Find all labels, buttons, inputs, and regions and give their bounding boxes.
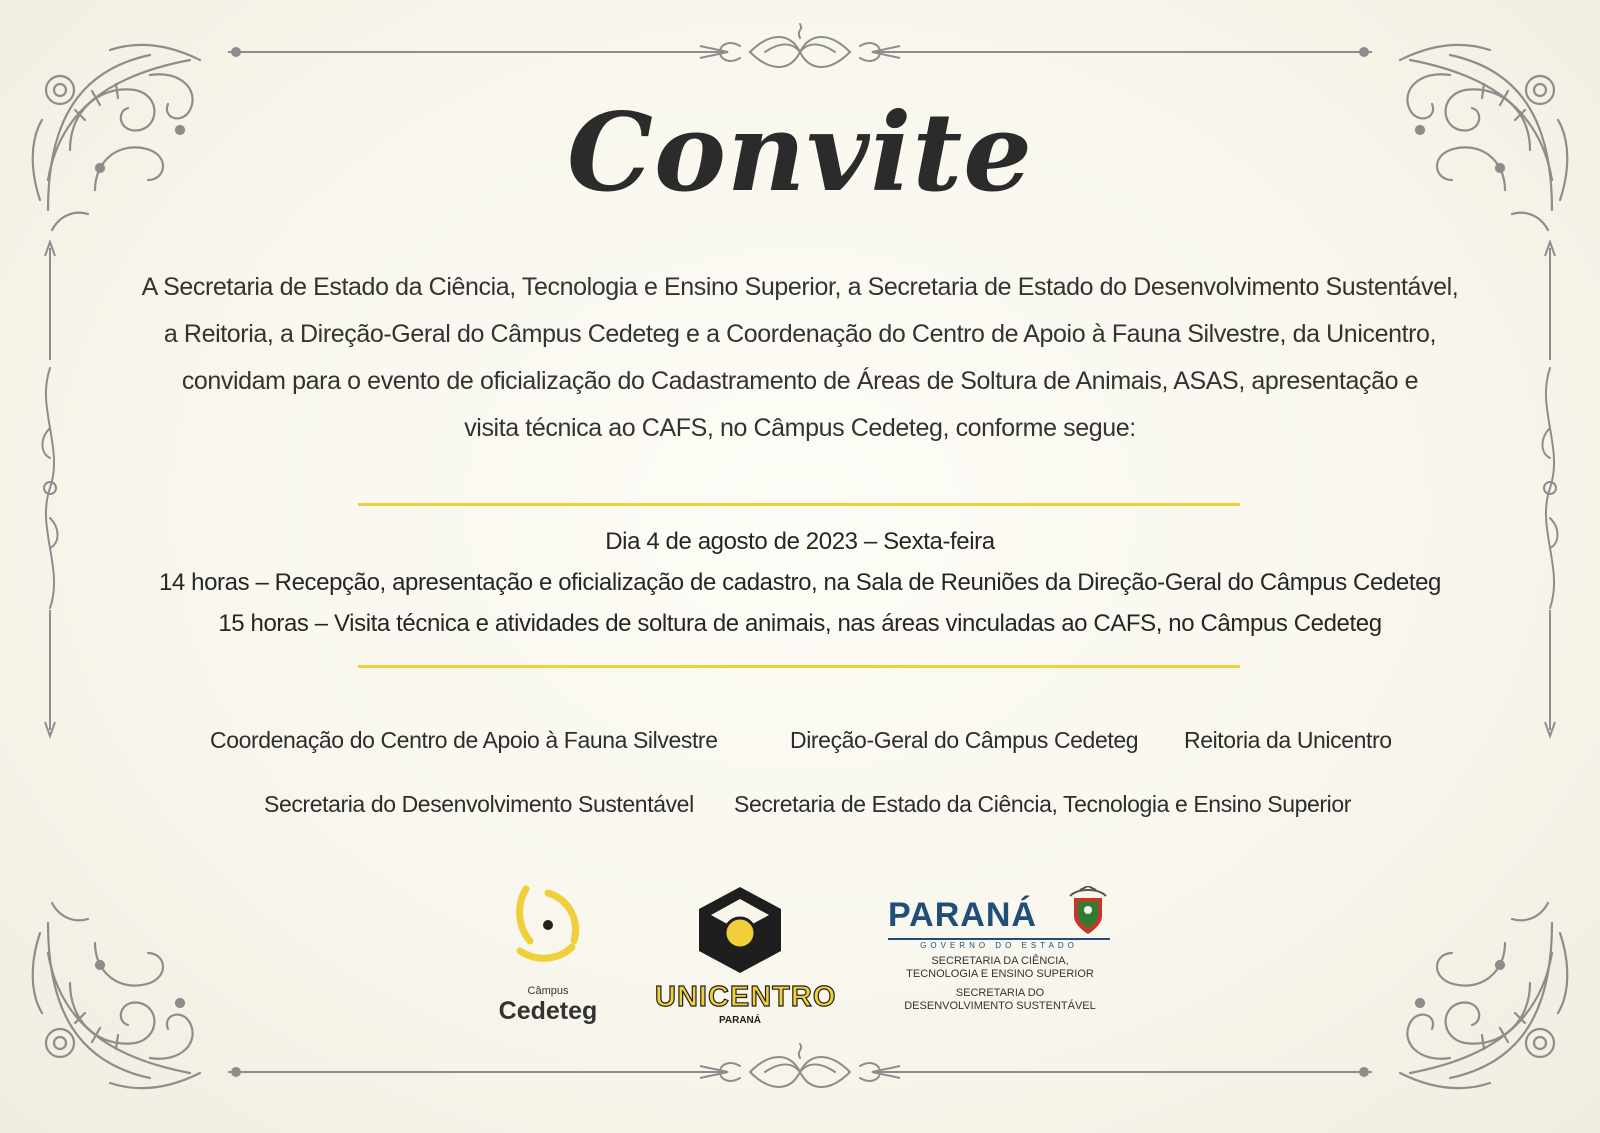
- cedeteg-small-text: Câmpus: [527, 985, 569, 997]
- schedule-date: Dia 4 de agosto de 2023 – Sexta-feira: [605, 528, 995, 555]
- page-title: Convite: [567, 90, 1033, 216]
- parana-line1: SECRETARIA DA CIÊNCIA,: [931, 955, 1069, 967]
- paragraph-line: a Reitoria, a Direção-Geral do Câmpus Cedeteg e a Coordenação do Centro de Apoio à Fauna Silvestre, da Unicentro,: [163, 320, 1437, 348]
- parana-name: PARANÁ: [888, 896, 1037, 934]
- paragraph-line: A Secretaria de Estado da Ciência, Tecnologia e Ensino Superior, a Secretaria de Estado do Desenvolvimento Sustentável,: [141, 273, 1459, 301]
- bottom-yellow-divider: [358, 665, 1240, 668]
- cedeteg-emblem-icon: [508, 885, 588, 965]
- parana-underline: [888, 938, 1110, 940]
- paragraph-line: visita técnica ao CAFS, no Câmpus Cedeteg, conforme segue:: [464, 414, 1136, 442]
- parana-line3: SECRETARIA DO: [955, 987, 1045, 999]
- signature-sedest: Secretaria do Desenvolvimento Sustentável: [264, 791, 694, 817]
- signature-reitoria: Reitoria da Unicentro: [1184, 727, 1392, 753]
- paragraph-line: convidam para o evento de oficialização do Cadastramento de Áreas de Soltura de Animais, ASAS, apresentação e: [181, 367, 1419, 395]
- signature-direcao-geral: Direção-Geral do Câmpus Cedeteg: [790, 727, 1139, 753]
- cedeteg-name: Cedeteg: [498, 997, 598, 1025]
- signature-seti: Secretaria de Estado da Ciência, Tecnologia e Ensino Superior: [734, 791, 1352, 817]
- parana-coat-of-arms-icon: [1066, 886, 1110, 936]
- top-yellow-divider: [358, 503, 1240, 506]
- schedule-item: 15 horas – Visita técnica e atividades de soltura de animais, nas áreas vinculadas ao CAFS, no Câmpus Cedeteg: [218, 610, 1382, 637]
- unicentro-cube-icon: [697, 885, 783, 975]
- parana-sub: GOVERNO DO ESTADO: [920, 941, 1078, 950]
- signature-cafs: Coordenação do Centro de Apoio à Fauna Silvestre: [210, 727, 718, 753]
- cedeteg-logo: [468, 885, 628, 1025]
- unicentro-name: UNICENTRO: [655, 981, 837, 1013]
- parana-line2: TECNOLOGIA E ENSINO SUPERIOR: [906, 968, 1094, 980]
- unicentro-sub: PARANÁ: [718, 1015, 762, 1026]
- parana-line4: DESENVOLVIMENTO SUSTENTÁVEL: [904, 1000, 1096, 1012]
- parana-government-logo: [880, 890, 1120, 1030]
- unicentro-logo: [655, 885, 837, 1026]
- schedule-item: 14 horas – Recepção, apresentação e oficialização de cadastro, na Sala de Reuniões da Direção-Geral do Câmpus Cedeteg: [158, 569, 1441, 596]
